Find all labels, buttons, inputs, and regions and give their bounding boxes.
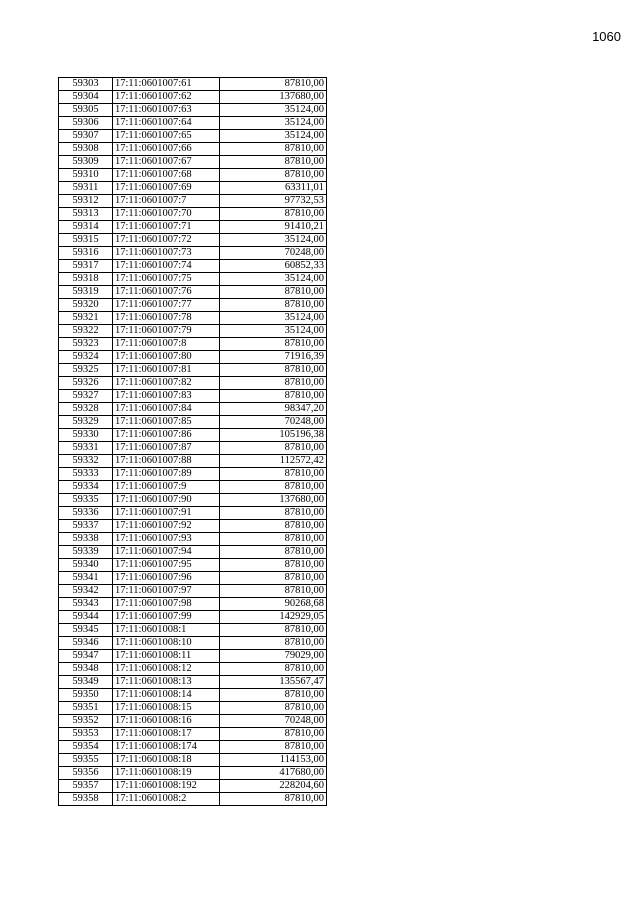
table-row (59, 351, 327, 364)
row-number-cell: 59340 (59, 559, 113, 572)
row-number-cell: 59351 (59, 702, 113, 715)
cadastral-value-cell: 87810,00 (220, 286, 327, 299)
table-row (59, 611, 327, 624)
cadastral-number-cell: 17:11:0601007:83 (113, 390, 220, 403)
cadastral-number-cell: 17:11:0601007:69 (113, 182, 220, 195)
cadastral-number-cell: 17:11:0601008:19 (113, 767, 220, 780)
cadastral-number-cell: 17:11:0601007:87 (113, 442, 220, 455)
cadastral-value-cell: 87810,00 (220, 143, 327, 156)
row-number-cell: 59323 (59, 338, 113, 351)
table-row (59, 520, 327, 533)
cadastral-number-cell: 17:11:0601007:88 (113, 455, 220, 468)
cadastral-number-cell: 17:11:0601007:93 (113, 533, 220, 546)
cadastral-value-cell: 87810,00 (220, 338, 327, 351)
table-row (59, 559, 327, 572)
cadastral-value-cell: 87810,00 (220, 546, 327, 559)
cadastral-value-cell: 35124,00 (220, 234, 327, 247)
cadastral-number-cell: 17:11:0601007:89 (113, 468, 220, 481)
cadastral-number-cell: 17:11:0601007:84 (113, 403, 220, 416)
row-number-cell: 59344 (59, 611, 113, 624)
table-row (59, 676, 327, 689)
cadastral-value-cell: 137680,00 (220, 494, 327, 507)
table-body (59, 78, 327, 806)
cadastral-value-cell: 87810,00 (220, 78, 327, 91)
cadastral-value-cell: 60852,33 (220, 260, 327, 273)
cadastral-number-cell: 17:11:0601007:94 (113, 546, 220, 559)
row-number-cell: 59347 (59, 650, 113, 663)
table-row (59, 481, 327, 494)
cadastral-value-cell: 87810,00 (220, 169, 327, 182)
row-number-cell: 59319 (59, 286, 113, 299)
cadastral-value-cell: 135567,47 (220, 676, 327, 689)
cadastral-value-cell: 87810,00 (220, 624, 327, 637)
table-row (59, 325, 327, 338)
cadastral-value-cell: 35124,00 (220, 273, 327, 286)
table-row (59, 260, 327, 273)
cadastral-number-cell: 17:11:0601007:68 (113, 169, 220, 182)
table-row (59, 793, 327, 806)
row-number-cell: 59306 (59, 117, 113, 130)
table-row (59, 130, 327, 143)
table-row (59, 741, 327, 754)
cadastral-number-cell: 17:11:0601007:64 (113, 117, 220, 130)
cadastral-number-cell: 17:11:0601007:7 (113, 195, 220, 208)
cadastral-number-cell: 17:11:0601007:74 (113, 260, 220, 273)
cadastral-value-cell: 87810,00 (220, 390, 327, 403)
cadastral-value-cell: 417680,00 (220, 767, 327, 780)
table-row (59, 468, 327, 481)
table-row (59, 572, 327, 585)
cadastral-value-cell: 98347,20 (220, 403, 327, 416)
cadastral-number-cell: 17:11:0601007:95 (113, 559, 220, 572)
table-row (59, 247, 327, 260)
cadastral-value-cell: 87810,00 (220, 741, 327, 754)
cadastral-value-cell: 87810,00 (220, 728, 327, 741)
cadastral-number-cell: 17:11:0601008:15 (113, 702, 220, 715)
row-number-cell: 59348 (59, 663, 113, 676)
cadastral-number-cell: 17:11:0601007:97 (113, 585, 220, 598)
cadastral-value-cell: 137680,00 (220, 91, 327, 104)
row-number-cell: 59332 (59, 455, 113, 468)
cadastral-number-cell: 17:11:0601007:71 (113, 221, 220, 234)
cadastral-number-cell: 17:11:0601007:99 (113, 611, 220, 624)
cadastral-value-cell: 71916,39 (220, 351, 327, 364)
cadastral-value-table (58, 77, 327, 806)
cadastral-value-cell: 105196,38 (220, 429, 327, 442)
cadastral-value-cell: 35124,00 (220, 130, 327, 143)
cadastral-value-cell: 87810,00 (220, 442, 327, 455)
cadastral-number-cell: 17:11:0601007:9 (113, 481, 220, 494)
table-row (59, 455, 327, 468)
cadastral-number-cell: 17:11:0601007:96 (113, 572, 220, 585)
cadastral-value-cell: 97732,53 (220, 195, 327, 208)
row-number-cell: 59307 (59, 130, 113, 143)
table-row (59, 195, 327, 208)
cadastral-value-cell: 79029,00 (220, 650, 327, 663)
cadastral-value-cell: 87810,00 (220, 637, 327, 650)
table-row (59, 182, 327, 195)
table-row (59, 221, 327, 234)
row-number-cell: 59312 (59, 195, 113, 208)
cadastral-value-cell: 87810,00 (220, 468, 327, 481)
cadastral-value-cell: 87810,00 (220, 559, 327, 572)
table-row (59, 234, 327, 247)
table-row (59, 273, 327, 286)
row-number-cell: 59310 (59, 169, 113, 182)
cadastral-number-cell: 17:11:0601007:62 (113, 91, 220, 104)
cadastral-number-cell: 17:11:0601008:11 (113, 650, 220, 663)
cadastral-number-cell: 17:11:0601007:81 (113, 364, 220, 377)
cadastral-number-cell: 17:11:0601008:192 (113, 780, 220, 793)
cadastral-value-cell: 70248,00 (220, 715, 327, 728)
row-number-cell: 59352 (59, 715, 113, 728)
row-number-cell: 59334 (59, 481, 113, 494)
row-number-cell: 59327 (59, 390, 113, 403)
row-number-cell: 59314 (59, 221, 113, 234)
row-number-cell: 59311 (59, 182, 113, 195)
table-row (59, 169, 327, 182)
table-row (59, 364, 327, 377)
table-row (59, 533, 327, 546)
row-number-cell: 59357 (59, 780, 113, 793)
row-number-cell: 59345 (59, 624, 113, 637)
row-number-cell: 59320 (59, 299, 113, 312)
row-number-cell: 59353 (59, 728, 113, 741)
row-number-cell: 59313 (59, 208, 113, 221)
row-number-cell: 59330 (59, 429, 113, 442)
cadastral-number-cell: 17:11:0601007:75 (113, 273, 220, 286)
row-number-cell: 59322 (59, 325, 113, 338)
cadastral-number-cell: 17:11:0601007:82 (113, 377, 220, 390)
cadastral-number-cell: 17:11:0601007:90 (113, 494, 220, 507)
table-row (59, 156, 327, 169)
table-row (59, 416, 327, 429)
row-number-cell: 59321 (59, 312, 113, 325)
table-row (59, 312, 327, 325)
table-row (59, 624, 327, 637)
cadastral-number-cell: 17:11:0601008:17 (113, 728, 220, 741)
row-number-cell: 59350 (59, 689, 113, 702)
cadastral-value-cell: 35124,00 (220, 117, 327, 130)
table-row (59, 689, 327, 702)
row-number-cell: 59355 (59, 754, 113, 767)
table-row (59, 585, 327, 598)
table-row (59, 143, 327, 156)
cadastral-value-cell: 70248,00 (220, 416, 327, 429)
table-row (59, 117, 327, 130)
cadastral-value-cell: 228204,60 (220, 780, 327, 793)
table-row (59, 390, 327, 403)
cadastral-number-cell: 17:11:0601007:8 (113, 338, 220, 351)
table-row (59, 78, 327, 91)
row-number-cell: 59337 (59, 520, 113, 533)
row-number-cell: 59316 (59, 247, 113, 260)
cadastral-number-cell: 17:11:0601007:79 (113, 325, 220, 338)
row-number-cell: 59358 (59, 793, 113, 806)
row-number-cell: 59325 (59, 364, 113, 377)
table-row (59, 780, 327, 793)
row-number-cell: 59309 (59, 156, 113, 169)
cadastral-value-cell: 87810,00 (220, 663, 327, 676)
row-number-cell: 59338 (59, 533, 113, 546)
table-row (59, 754, 327, 767)
cadastral-number-cell: 17:11:0601007:85 (113, 416, 220, 429)
cadastral-number-cell: 17:11:0601008:10 (113, 637, 220, 650)
cadastral-value-cell: 90268,68 (220, 598, 327, 611)
cadastral-number-cell: 17:11:0601007:65 (113, 130, 220, 143)
cadastral-number-cell: 17:11:0601007:76 (113, 286, 220, 299)
cadastral-value-cell: 87810,00 (220, 208, 327, 221)
row-number-cell: 59315 (59, 234, 113, 247)
table-row (59, 299, 327, 312)
table-row (59, 507, 327, 520)
cadastral-number-cell: 17:11:0601007:63 (113, 104, 220, 117)
row-number-cell: 59328 (59, 403, 113, 416)
cadastral-value-cell: 87810,00 (220, 377, 327, 390)
cadastral-number-cell: 17:11:0601007:86 (113, 429, 220, 442)
cadastral-value-cell: 91410,21 (220, 221, 327, 234)
cadastral-value-cell: 35124,00 (220, 325, 327, 338)
row-number-cell: 59324 (59, 351, 113, 364)
row-number-cell: 59342 (59, 585, 113, 598)
table-row (59, 91, 327, 104)
table-row (59, 546, 327, 559)
row-number-cell: 59343 (59, 598, 113, 611)
cadastral-value-cell: 87810,00 (220, 572, 327, 585)
cadastral-value-cell: 35124,00 (220, 104, 327, 117)
cadastral-number-cell: 17:11:0601008:174 (113, 741, 220, 754)
table-row (59, 286, 327, 299)
row-number-cell: 59331 (59, 442, 113, 455)
cadastral-number-cell: 17:11:0601007:72 (113, 234, 220, 247)
cadastral-value-cell: 87810,00 (220, 156, 327, 169)
cadastral-value-cell: 87810,00 (220, 689, 327, 702)
table-row (59, 650, 327, 663)
row-number-cell: 59304 (59, 91, 113, 104)
row-number-cell: 59346 (59, 637, 113, 650)
row-number-cell: 59356 (59, 767, 113, 780)
table-row (59, 442, 327, 455)
row-number-cell: 59308 (59, 143, 113, 156)
table-row (59, 104, 327, 117)
row-number-cell: 59303 (59, 78, 113, 91)
row-number-cell: 59336 (59, 507, 113, 520)
table-row (59, 637, 327, 650)
table-row (59, 494, 327, 507)
row-number-cell: 59339 (59, 546, 113, 559)
cadastral-number-cell: 17:11:0601007:92 (113, 520, 220, 533)
cadastral-value-cell: 87810,00 (220, 364, 327, 377)
cadastral-value-cell: 87810,00 (220, 533, 327, 546)
table-row (59, 598, 327, 611)
cadastral-number-cell: 17:11:0601008:18 (113, 754, 220, 767)
cadastral-value-cell: 87810,00 (220, 520, 327, 533)
table-row (59, 403, 327, 416)
table-row (59, 715, 327, 728)
table-row (59, 208, 327, 221)
cadastral-value-cell: 87810,00 (220, 481, 327, 494)
cadastral-value-cell: 87810,00 (220, 585, 327, 598)
cadastral-number-cell: 17:11:0601007:67 (113, 156, 220, 169)
cadastral-value-cell: 87810,00 (220, 507, 327, 520)
table-row (59, 338, 327, 351)
cadastral-number-cell: 17:11:0601007:91 (113, 507, 220, 520)
cadastral-number-cell: 17:11:0601008:14 (113, 689, 220, 702)
cadastral-value-cell: 114153,00 (220, 754, 327, 767)
row-number-cell: 59333 (59, 468, 113, 481)
table-row (59, 767, 327, 780)
cadastral-value-cell: 87810,00 (220, 702, 327, 715)
cadastral-number-cell: 17:11:0601007:73 (113, 247, 220, 260)
cadastral-number-cell: 17:11:0601007:80 (113, 351, 220, 364)
row-number-cell: 59335 (59, 494, 113, 507)
cadastral-number-cell: 17:11:0601007:77 (113, 299, 220, 312)
cadastral-number-cell: 17:11:0601007:61 (113, 78, 220, 91)
row-number-cell: 59326 (59, 377, 113, 390)
table-row (59, 702, 327, 715)
cadastral-value-cell: 112572,42 (220, 455, 327, 468)
page-number: 1060 (592, 29, 621, 44)
row-number-cell: 59341 (59, 572, 113, 585)
cadastral-number-cell: 17:11:0601007:98 (113, 598, 220, 611)
row-number-cell: 59318 (59, 273, 113, 286)
row-number-cell: 59329 (59, 416, 113, 429)
row-number-cell: 59317 (59, 260, 113, 273)
cadastral-number-cell: 17:11:0601008:12 (113, 663, 220, 676)
cadastral-number-cell: 17:11:0601007:66 (113, 143, 220, 156)
cadastral-value-cell: 35124,00 (220, 312, 327, 325)
cadastral-number-cell: 17:11:0601008:16 (113, 715, 220, 728)
table-row (59, 663, 327, 676)
cadastral-value-cell: 142929,05 (220, 611, 327, 624)
table-row (59, 728, 327, 741)
row-number-cell: 59349 (59, 676, 113, 689)
row-number-cell: 59354 (59, 741, 113, 754)
cadastral-value-cell: 87810,00 (220, 299, 327, 312)
cadastral-number-cell: 17:11:0601007:70 (113, 208, 220, 221)
row-number-cell: 59305 (59, 104, 113, 117)
cadastral-number-cell: 17:11:0601008:1 (113, 624, 220, 637)
cadastral-value-cell: 87810,00 (220, 793, 327, 806)
cadastral-number-cell: 17:11:0601007:78 (113, 312, 220, 325)
cadastral-number-cell: 17:11:0601008:13 (113, 676, 220, 689)
cadastral-number-cell: 17:11:0601008:2 (113, 793, 220, 806)
table-row (59, 429, 327, 442)
table-row (59, 377, 327, 390)
cadastral-value-cell: 70248,00 (220, 247, 327, 260)
cadastral-value-cell: 63311,01 (220, 182, 327, 195)
